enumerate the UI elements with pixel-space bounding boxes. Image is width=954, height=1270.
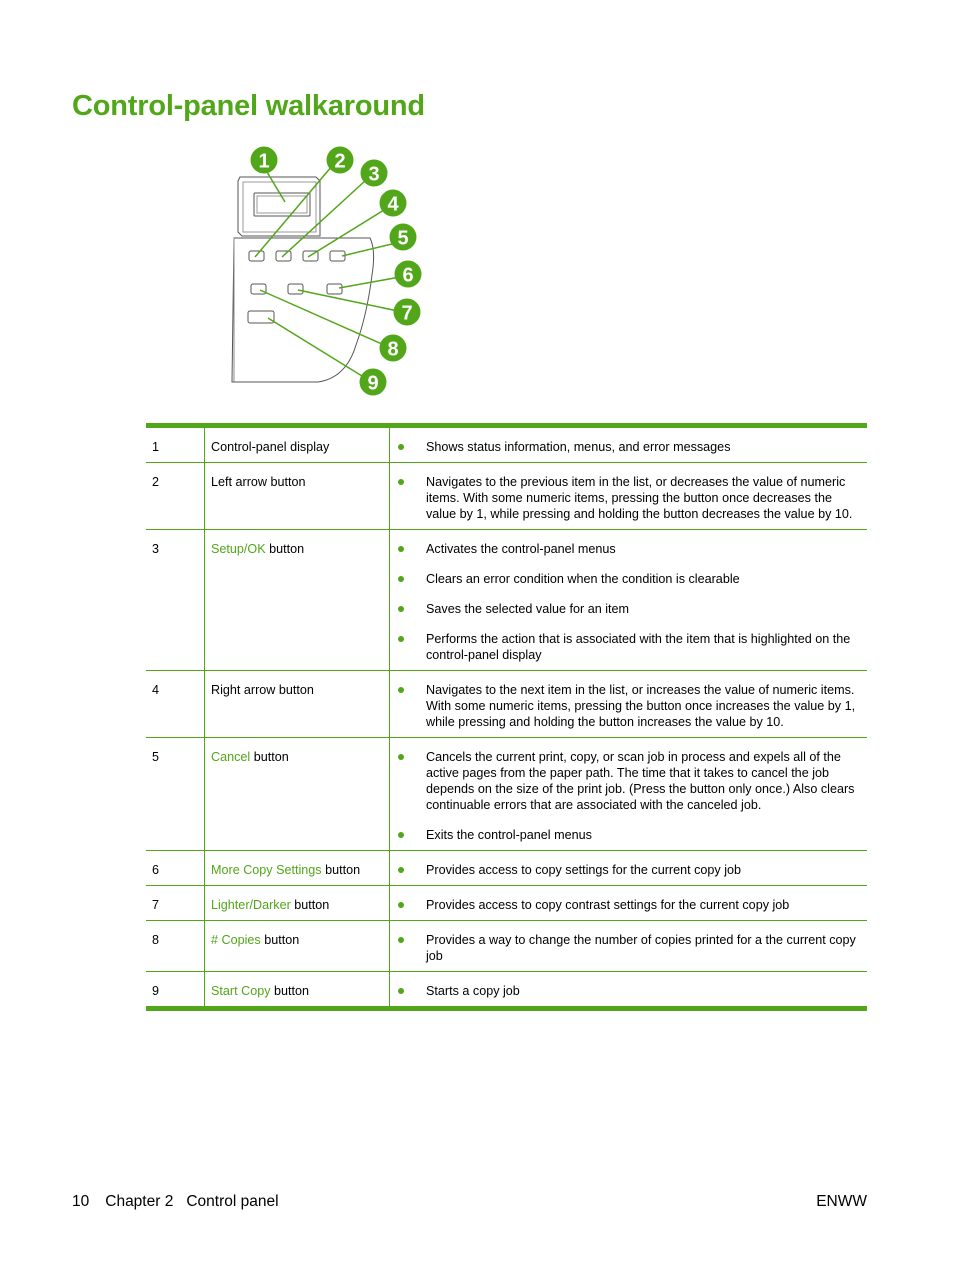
item-name-text: button — [265, 542, 305, 556]
svg-text:3: 3 — [368, 163, 380, 186]
table-row — [146, 463, 867, 530]
callout-8 — [380, 335, 407, 362]
svg-text:2: 2 — [334, 150, 346, 173]
item-name-text: Left arrow button — [211, 475, 306, 489]
table-row — [146, 738, 867, 851]
row-number: 9 — [152, 984, 160, 998]
bullet-dot-icon — [398, 867, 404, 873]
footer-left — [72, 1193, 279, 1211]
bullet-dot-icon — [398, 444, 404, 450]
bullet-text: Navigates to the previous item in the list, or decreases the value of numeric items. With some numeric items, pressing the button once decreases the value by 1, while pressing and holding the button decreases the value by 10. — [426, 475, 853, 521]
row-item-name — [205, 426, 390, 463]
start-copy-button-shape — [248, 311, 274, 323]
row-number: 5 — [146, 738, 205, 851]
row-description — [390, 463, 868, 530]
row-number: 7 — [146, 886, 205, 921]
copies-button-shape — [251, 284, 266, 294]
item-name-text: button — [321, 863, 361, 877]
row-item-name — [205, 671, 390, 738]
callout-3 — [361, 160, 388, 187]
row-number: 2 — [146, 463, 205, 530]
bullet-item — [396, 601, 861, 617]
bullet-dot-icon — [398, 576, 404, 582]
item-name-link[interactable]: Start Copy — [211, 984, 271, 998]
bullet-dot-icon — [398, 479, 404, 485]
item-name-text: button — [250, 750, 289, 764]
bullet-text: Cancels the current print, copy, or scan job in process and expels all of the active pages from the paper path. The time that it takes to cancel the job depends on the size of the print job. (Press the button only once.) Also clears continuable errors that are associated with the canceled job. — [426, 750, 855, 812]
bullet-item — [396, 474, 861, 522]
row-description — [390, 426, 868, 463]
bullet-item — [396, 897, 861, 913]
table-row — [146, 921, 867, 972]
row-description — [390, 921, 868, 972]
bullet-dot-icon — [398, 606, 404, 612]
bullet-dot-icon — [398, 546, 404, 552]
callout-1 — [251, 147, 278, 174]
bullet-text: Provides access to copy settings for the current copy job — [426, 863, 741, 877]
callout-7 — [394, 299, 421, 326]
item-name-text: Right arrow button — [211, 683, 314, 697]
table-row — [146, 886, 867, 921]
item-name-text: button — [270, 984, 310, 998]
page-number: 10 — [72, 1193, 90, 1210]
table-row — [146, 972, 867, 1009]
bullet-dot-icon — [398, 754, 404, 760]
more-copy-settings-button-shape — [327, 284, 342, 294]
item-name-link[interactable]: Cancel — [211, 750, 251, 764]
item-name-link[interactable]: Lighter/Darker — [211, 898, 291, 912]
bullet-dot-icon — [398, 832, 404, 838]
callout-6 — [395, 261, 422, 288]
bullet-item — [396, 439, 861, 455]
bullet-dot-icon — [398, 937, 404, 943]
row-number: 6 — [146, 851, 205, 886]
svg-text:1: 1 — [258, 150, 270, 173]
row-item-name — [205, 921, 390, 972]
bullet-text: Provides access to copy contrast settings for the current copy job — [426, 898, 790, 912]
row-number: 3 — [146, 530, 205, 671]
control-panel-illustration — [220, 140, 430, 400]
bullet-dot-icon — [398, 636, 404, 642]
bullet-item — [396, 541, 861, 557]
svg-text:5: 5 — [397, 227, 409, 250]
bullet-text: Starts a copy job — [426, 984, 520, 998]
item-name-text: button — [260, 933, 300, 947]
bullet-text: Saves the selected value for an item — [426, 602, 630, 616]
row-description — [390, 851, 868, 886]
footer-right: ENWW — [816, 1193, 867, 1210]
page-title: Control-panel walkaround — [72, 90, 425, 122]
row-item-name — [205, 463, 390, 530]
chapter-label: Chapter 2 — [105, 1193, 174, 1210]
bullet-item — [396, 932, 861, 964]
item-name-text: Control-panel display — [211, 440, 330, 454]
table-row — [146, 671, 867, 738]
svg-text:7: 7 — [401, 302, 413, 325]
callout-2 — [327, 147, 354, 174]
row-item-name — [205, 738, 390, 851]
svg-text:8: 8 — [387, 338, 399, 361]
bullet-item — [396, 631, 861, 663]
row-item-name — [205, 530, 390, 671]
bullet-item — [396, 862, 861, 878]
bullet-item — [396, 827, 861, 843]
row-description — [390, 671, 868, 738]
table-row — [146, 851, 867, 886]
bullet-text: Performs the action that is associated with the item that is highlighted on the control-panel display — [426, 632, 851, 662]
bullet-text: Navigates to the next item in the list, or increases the value of numeric items. With some numeric items, pressing the button once increases the value by 1, while pressing and holding the button increases the value by 10. — [426, 683, 856, 729]
svg-text:9: 9 — [367, 372, 379, 395]
row-item-name — [205, 886, 390, 921]
bullet-dot-icon — [398, 687, 404, 693]
bullet-item — [396, 682, 861, 730]
item-name-link[interactable]: Setup/OK — [211, 542, 266, 556]
table-row — [146, 426, 867, 463]
svg-text:6: 6 — [402, 264, 414, 287]
callout-4 — [380, 190, 407, 217]
svg-text:4: 4 — [387, 193, 399, 216]
lighter-darker-button-shape — [288, 284, 303, 294]
control-panel-figure — [220, 140, 430, 400]
display-housing — [238, 177, 320, 236]
bullet-text: Shows status information, menus, and error messages — [426, 440, 731, 454]
row-number: 4 — [146, 671, 205, 738]
row-description — [390, 738, 868, 851]
item-name-link[interactable]: # Copies — [211, 933, 261, 947]
callout-5 — [390, 224, 417, 251]
section-label: Control panel — [186, 1193, 279, 1210]
row-description — [390, 972, 868, 1009]
bullet-dot-icon — [398, 988, 404, 994]
row-item-name — [205, 851, 390, 886]
item-name-link[interactable]: More Copy Settings — [211, 863, 322, 877]
row-number: 8 — [146, 921, 205, 972]
bullet-item — [396, 749, 861, 813]
row-description — [390, 530, 868, 671]
bullet-text: Activates the control-panel menus — [426, 542, 616, 556]
bullet-item — [396, 571, 861, 587]
bullet-item — [396, 983, 861, 999]
bullet-text: Provides a way to change the number of copies printed for a the current copy job — [426, 933, 856, 963]
bullet-text: Clears an error condition when the condition is clearable — [426, 572, 740, 586]
bullet-text: Exits the control-panel menus — [426, 828, 592, 842]
item-name-text: button — [290, 898, 330, 912]
bullet-dot-icon — [398, 902, 404, 908]
callout-9 — [360, 369, 387, 396]
control-panel-table — [146, 423, 867, 1011]
row-number: 1 — [146, 426, 205, 463]
row-item-name — [205, 972, 390, 1009]
row-description — [390, 886, 868, 921]
table-row — [146, 530, 867, 671]
